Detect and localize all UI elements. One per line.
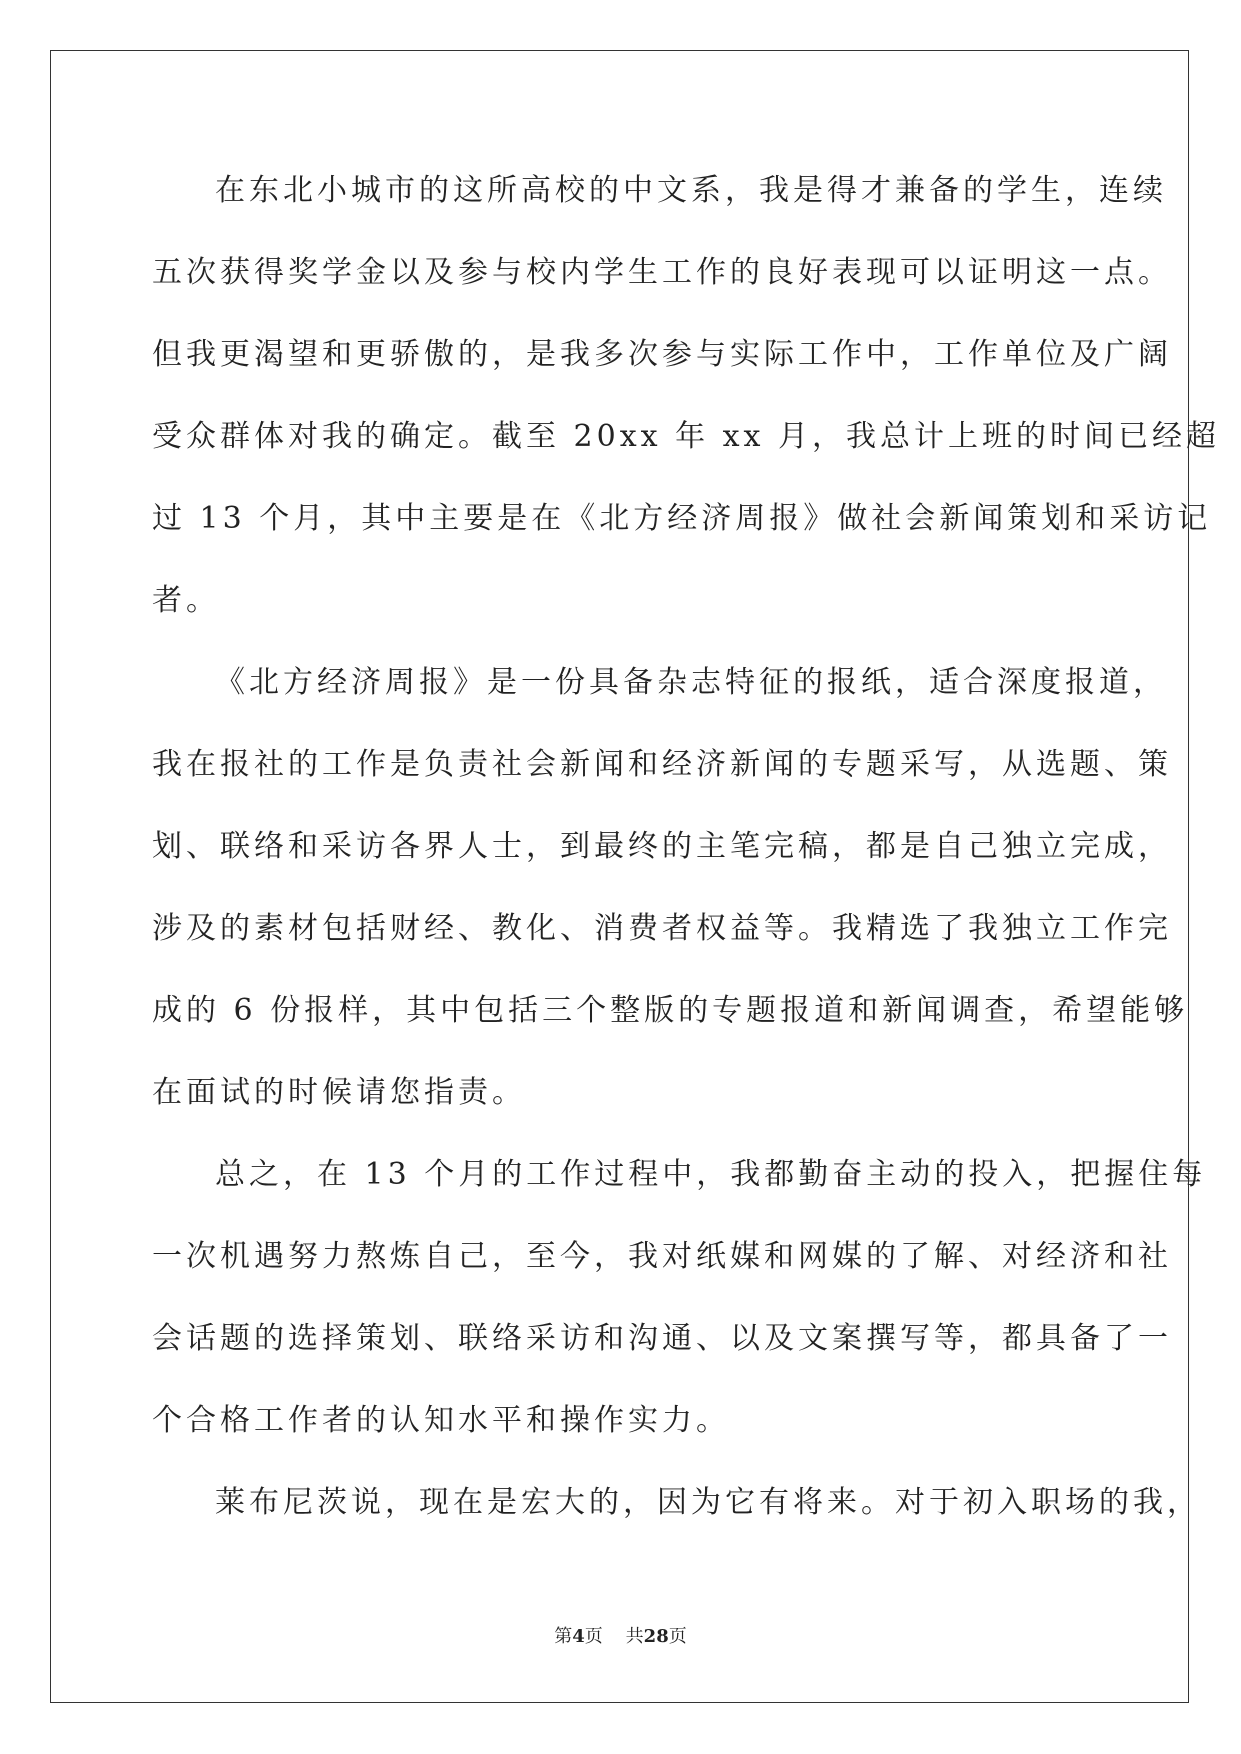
total-suffix: 页 [668,1626,687,1647]
text-line: 总之，在 13 个月的工作过程中，我都勤奋主动的投入，把握住每 [215,1157,1207,1192]
text-line: 个合格工作者的认知水平和操作实力。 [152,1403,730,1438]
page-number: 4 [572,1626,585,1647]
text-line: 但我更渴望和更骄傲的，是我多次参与实际工作中，工作单位及广阔 [152,337,1172,372]
total-pages: 28 [643,1626,669,1647]
document-body [152,160,1220,1554]
text-line: 过 13 个月，其中主要是在《北方经济周报》做社会新闻策划和采访记 [152,501,1212,536]
paragraph-4 [152,1472,1201,1554]
paragraph-3 [152,1144,1207,1472]
text-line: 莱布尼茨说，现在是宏大的，因为它有将来。对于初入职场的我， [215,1485,1201,1520]
text-line: 者。 [152,583,220,618]
paragraph-2 [152,652,1189,1144]
text-line: 会话题的选择策划、联络采访和沟通、以及文案撰写等，都具备了一 [152,1321,1172,1356]
text-line: 在东北小城市的这所高校的中文系，我是得才兼备的学生，连续 [215,173,1167,208]
text-line: 划、联络和采访各界人士，到最终的主笔完稿，都是自己独立完成， [152,829,1172,864]
page-prefix: 第 [554,1626,573,1647]
page-footer [0,1622,1241,1648]
text-line: 受众群体对我的确定。截至 20xx 年 xx 月，我总计上班的时间已经超 [152,419,1220,454]
total-prefix: 共 [625,1626,644,1647]
text-line: 涉及的素材包括财经、教化、消费者权益等。我精选了我独立工作完 [152,911,1172,946]
page-suffix: 页 [584,1626,603,1647]
paragraph-1 [152,160,1220,652]
text-line: 五次获得奖学金以及参与校内学生工作的良好表现可以证明这一点。 [152,255,1172,290]
text-line: 《北方经济周报》是一份具备杂志特征的报纸，适合深度报道， [215,665,1167,700]
text-line: 成的 6 份报样，其中包括三个整版的专题报道和新闻调查，希望能够 [152,993,1189,1028]
text-line: 在面试的时候请您指责。 [152,1075,526,1110]
text-line: 我在报社的工作是负责社会新闻和经济新闻的专题采写，从选题、策 [152,747,1172,782]
text-line: 一次机遇努力熬炼自己，至今，我对纸媒和网媒的了解、对经济和社 [152,1239,1172,1274]
